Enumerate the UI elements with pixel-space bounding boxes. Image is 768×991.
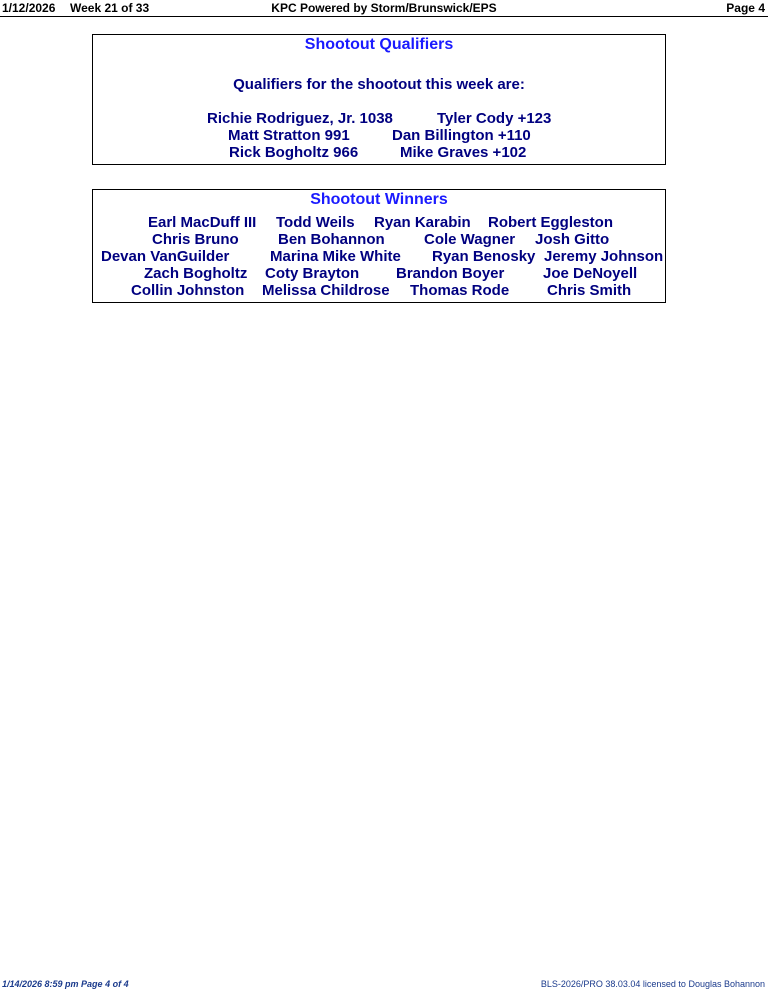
winner-name: Ryan Karabin [374, 214, 471, 231]
winner-name: Ben Bohannon [278, 231, 385, 248]
qualifier-entry: Mike Graves +102 [400, 144, 527, 161]
winner-name: Todd Weils [276, 214, 355, 231]
footer-timestamp: 1/14/2026 8:59 pm Page 4 of 4 [2, 979, 129, 989]
qualifiers-title: Shootout Qualifiers [304, 36, 454, 53]
winner-name: Coty Brayton [265, 265, 360, 282]
winner-name: Ryan Benosky [432, 248, 536, 265]
winners-title: Shootout Winners [310, 191, 448, 208]
winners-box [92, 189, 666, 303]
winner-name: Joe DeNoyell [543, 265, 638, 282]
winner-name: Melissa Childrose [262, 282, 390, 299]
winner-name: Devan VanGuilder [101, 248, 230, 265]
winner-name: Chris Smith [547, 282, 632, 299]
winner-name: Jeremy Johnson [544, 248, 664, 265]
qualifier-entry: Rick Bogholtz 966 [229, 144, 359, 161]
winner-name: Zach Bogholtz [144, 265, 248, 282]
qualifier-entry: Tyler Cody +123 [437, 110, 552, 127]
qualifier-entry: Dan Billington +110 [392, 127, 531, 144]
header-week: Week 21 of 33 [70, 1, 150, 15]
winner-name: Earl MacDuff III [148, 214, 257, 231]
header-title: KPC Powered by Storm/Brunswick/EPS [271, 1, 497, 15]
winner-name: Josh Gitto [535, 231, 610, 248]
qualifiers-box [92, 34, 666, 165]
page-header [0, 0, 768, 17]
winner-name: Chris Bruno [152, 231, 239, 248]
header-page: Page 4 [726, 1, 765, 15]
qualifier-entry: Matt Stratton 991 [228, 127, 350, 144]
winner-name: Marina Mike White [270, 248, 401, 265]
winner-name: Cole Wagner [424, 231, 516, 248]
winner-name: Robert Eggleston [488, 214, 614, 231]
footer-license: BLS-2026/PRO 38.03.04 licensed to Douglas Bohannon [540, 979, 765, 989]
winner-name: Collin Johnston [131, 282, 245, 299]
winner-name: Thomas Rode [410, 282, 510, 299]
qualifiers-intro: Qualifiers for the shootout this week are: [233, 76, 525, 93]
header-date: 1/12/2026 [2, 1, 56, 15]
qualifier-entry: Richie Rodriguez, Jr. 1038 [207, 110, 393, 127]
winner-name: Brandon Boyer [396, 265, 505, 282]
